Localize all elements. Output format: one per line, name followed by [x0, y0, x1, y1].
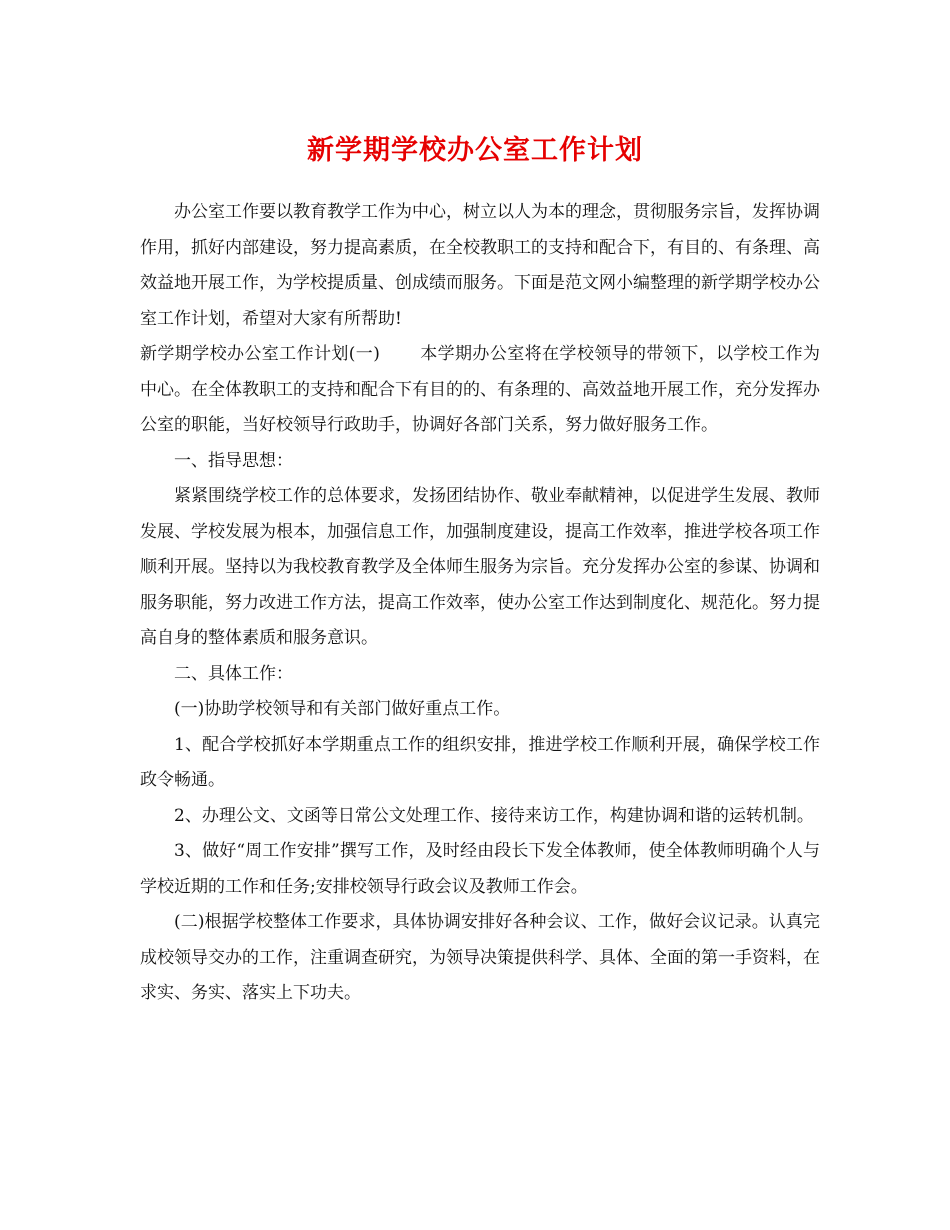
- list-item-2: 2、办理公文、文函等日常公文处理工作、接待来访工作，构建协调和谐的运转机制。: [174, 805, 814, 826]
- paragraph-plan-one-text: 本学期办公室将在学校领导的带领下，以学校工作为中心。在全体教职工的支持和配合下有目的的、有条理的、高效益地开展工作，充分发挥办公室的职能，当好校领导行政助手，协调好各部门关系，努力做好服务工作。: [140, 344, 821, 435]
- paragraph-plan-one: [140, 337, 820, 444]
- paragraph-intro: 办公室工作要以教育教学工作为中心，树立以人为本的理念，贯彻服务宗旨，发挥协调作用，抓好内部建设，努力提高素质，在全校教职工的支持和配合下，有目的、有条理、高效益地开展工作，为学校提质量、创成绩而服务。下面是范文网小编整理的新学期学校办公室工作计划，希望对大家有所帮助!: [140, 202, 820, 329]
- subheading-meetings: (二)根据学校整体工作要求，具体协调安排好各种会议、工作，做好会议记录。认真完成校领导交办的工作，注重调查研究，为领导决策提供科学、具体、全面的第一手资料，在求实、务实、落实上下功夫。: [140, 912, 820, 1003]
- list-item-1: 1、配合学校抓好本学期重点工作的组织安排，推进学校工作顺利开展，确保学校工作政令畅通。: [140, 734, 820, 790]
- list-item-3: 3、做好“周工作安排”撰写工作，及时经由段长下发全体教师，使全体教师明确个人与学校近期的工作和任务;安排校领导行政会议及教师工作会。: [140, 841, 820, 897]
- section-heading-plan-one: 新学期学校办公室工作计划(一): [140, 344, 380, 364]
- heading-guiding-thought: 一、指导思想：: [174, 450, 293, 471]
- document-title: 新学期学校办公室工作计划: [307, 135, 643, 166]
- heading-specific-work: 二、具体工作：: [174, 663, 293, 684]
- subheading-assist-leaders: (一)协助学校领导和有关部门做好重点工作。: [174, 699, 511, 719]
- paragraph-guiding-thought: 紧紧围绕学校工作的总体要求，发扬团结协作、敬业奉献精神，以促进学生发展、教师发展、学校发展为根本，加强信息工作，加强制度建设，提高工作效率，推进学校各项工作顺利开展。坚持以为我校教育教学及全体师生服务为宗旨。充分发挥办公室的参谋、协调和服务职能，努力改进工作方法，提高工作效率，使办公室工作达到制度化、规范化。努力提高自身的整体素质和服务意识。: [140, 486, 820, 648]
- document-body: [140, 195, 820, 1012]
